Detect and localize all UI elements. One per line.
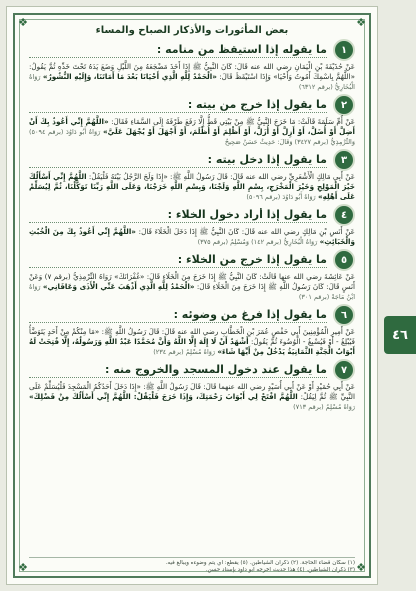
footnote-line: (١) سكان قضاء الحاجة. (٢) ذكران الشياطين. (٥) يقطع: أي يتم وضوءه ويبالغ فيه. (165, 560, 355, 566)
page-content (29, 25, 355, 556)
dua-text: اللَّهُمَّ افْتَحْ لِي أَبْوَابَ رَحْمَتِكَ، وَإِذَا خَرَجَ فَلْيَقُلْ: اللَّهُمَّ إِنِّي أَسْأَلُكَ مِنْ فَضْلِكَ» (29, 392, 298, 401)
page-title: بعض المأثورات والأذكار الصباح والمساء (95, 25, 289, 36)
hadith-reference: رَوَاهُ أَبُو دَاوُدَ (برقم ٥٠٩٤) وَالتِّرْمِذِيُّ (برقم ٣٤٢٧) وَقَالَ: حَدِيثٌ حَسَنٌ صَحِيحٌ (29, 128, 355, 146)
section-title: ما يقول إذا أراد دخول الخلاء : (29, 208, 327, 223)
hadith-text: عَنْ أَنَسِ بْنِ مَالِكٍ رضي الله عنه قَالَ: كَانَ النَّبِيُّ ﷺ إِذَا دَخَلَ الْخَلَاءَ قَالَ: (138, 227, 355, 236)
section-body (29, 62, 355, 92)
hadith-reference: رَوَاهُ مُسْلِمٌ (برقم ٢٣٤) (153, 348, 216, 356)
corner-ornament-icon: ❖ (356, 561, 366, 574)
section-body (29, 382, 355, 412)
section-6 (29, 305, 355, 357)
section-header (29, 150, 355, 170)
hadith-text: عَنْ أَبِي مَالِكٍ الْأَشْعَرِيِّ رضي الله عنه قَالَ: قَالَ رَسُولُ اللَّهِ ﷺ: «إِذَا وَلَجَ الرَّجُلُ بَيْتَهُ فَلْيَقُلْ: (88, 172, 355, 181)
section-title: ما يقول إذا دخل بيته : (29, 153, 327, 168)
section-7 (29, 360, 355, 412)
section-number-badge: ٢ (333, 94, 355, 116)
hadith-reference: رَوَاهُ الْبُخَارِيُّ (برقم ١٤٢) وَمُسْلِمٌ (برقم ٣٧٥) (197, 238, 318, 246)
section-header (29, 360, 355, 380)
corner-ornament-icon: ❖ (18, 561, 28, 574)
section-4 (29, 205, 355, 247)
corner-ornament-icon: ❖ (356, 16, 366, 29)
section-body (29, 272, 355, 302)
section-number-badge: ٣ (333, 149, 355, 171)
hadith-text: عَنْ أَبِي حُمَيْدٍ أَوْ عَنْ أَبِي أُسَيْدٍ رضي الله عنهما قَالَ: قَالَ رَسُولُ اللَّهِ ﷺ: «إِذَا دَخَلَ أَحَدُكُمُ الْمَسْجِدَ فَلْيُسَلِّمْ عَلَى النَّبِيِّ ﷺ ثُمَّ لِيَقُلْ: (29, 382, 355, 401)
section-title: ما يقول عند دخول المسجد والخروج منه : (29, 363, 327, 378)
hadith-text: عَنْ حُذَيْفَةَ بْنِ الْيَمَانِ رضي الله عنه قَالَ: كَانَ النَّبِيُّ ﷺ إِذَا أَخَذَ مَضْجَعَهُ مِنَ اللَّيْلِ وَضَعَ يَدَهُ تَحْتَ خَدِّهِ ثُمَّ يَقُولُ: «اللَّهُمَّ بِاسْمِكَ أَمُوتُ وَأَحْيَا» وَإِذَا اسْتَيْقَظَ قَالَ: (29, 62, 355, 81)
section-number-badge: ٤ (333, 204, 355, 226)
section-title: ما يقول إذا خرج من الخلاء : (29, 253, 327, 268)
section-header (29, 40, 355, 60)
section-body (29, 327, 355, 357)
dua-text: «الْحَمْدُ لِلَّهِ الَّذِي أَحْيَانَا بَعْدَ مَا أَمَاتَنَا، وَإِلَيْهِ النُّشُورُ» (42, 72, 217, 81)
section-3 (29, 150, 355, 202)
section-2 (29, 95, 355, 147)
hadith-text: عَنْ أَمِيرِ الْمُؤْمِنِينَ أَبِي حَفْصٍ عُمَرَ بْنِ الْخَطَّابِ رضي الله عنه قَالَ: قَالَ رَسُولُ اللَّهِ ﷺ: «مَا مِنْكُمْ مِنْ أَحَدٍ يَتَوَضَّأُ فَيُبْلِغُ - أَوْ فَيُسْبِغُ - الْوُضُوءَ ثُمَّ يَقُولُ: (29, 327, 355, 346)
dua-text: «الْحَمْدُ لِلَّهِ الَّذِي أَذْهَبَ عَنِّي الْأَذَى وَعَافَانِي» (42, 282, 195, 291)
section-title: ما يقول إذا فرغ من وضوئه : (29, 308, 327, 323)
section-body (29, 117, 355, 147)
dua-text: «اللَّهُمَّ إِنِّي أَعُوذُ بِكَ أَنْ أَضِلَّ أَوْ أُضَلَّ، أَوْ أَزِلَّ أَوْ أُزَلَّ، أَوْ أَظْلِمَ أَوْ أُظْلَمَ، أَوْ أَجْهَلَ أَوْ يُجْهَلَ عَلَيَّ» (29, 117, 355, 136)
section-body (29, 227, 355, 247)
page-number-tab: ٤٦ (384, 316, 416, 354)
hadith-text: عَنْ أُمِّ سَلَمَةَ قَالَتْ: مَا خَرَجَ النَّبِيُّ ﷺ مِنْ بَيْتِي قَطُّ إِلَّا رَفَعَ طَرْفَهُ إِلَى السَّمَاءِ فَقَالَ: (111, 117, 355, 126)
dua-text: «اللَّهُمَّ إِنِّي أَعُوذُ بِكَ مِنَ الْخُبُثِ وَالْخَبَائِثِ» (29, 227, 355, 246)
hadith-reference: رَوَاهُ مُسْلِمٌ (برقم ٧١٣) (293, 403, 355, 411)
section-number-badge: ٦ (333, 304, 355, 326)
corner-ornament-icon: ❖ (18, 16, 28, 29)
hadith-reference: رَوَاهُ الْبُخَارِيُّ (برقم ٦٣١٢) (29, 73, 355, 91)
section-header (29, 205, 355, 225)
section-body (29, 172, 355, 202)
section-number-badge: ٧ (333, 359, 355, 381)
dua-text: اللَّهُمَّ إِنِّي أَسْأَلُكَ خَيْرَ الْمَوْلِجِ وَخَيْرَ الْمَخْرَجِ، بِسْمِ اللَّهِ وَلَجْنَا، وَبِسْمِ اللَّهِ خَرَجْنَا، وَعَلَى اللَّهِ رَبِّنَا تَوَكَّلْنَا، ثُمَّ لِيُسَلِّمْ عَلَى أَهْلِهِ» (29, 172, 355, 201)
footnotes (29, 557, 355, 574)
section-number-badge: ٥ (333, 249, 355, 271)
hadith-text: عَنْ عَائِشَةَ رضي الله عنها قَالَتْ: كَانَ النَّبِيُّ ﷺ إِذَا خَرَجَ مِنَ الْخَلَاءِ قَالَ: «غُفْرَانَكَ» رَوَاهُ التِّرْمِذِيُّ (برقم ٧) وَعَنْ أَنَسٍ قَالَ: كَانَ رَسُولُ اللَّهِ ﷺ إِذَا خَرَجَ مِنَ الْخَلَاءِ قَالَ: (29, 272, 355, 291)
section-title: ما يقول إذا خرج من بيته : (29, 98, 327, 113)
section-header (29, 305, 355, 325)
section-header (29, 250, 355, 270)
section-number-badge: ١ (333, 39, 355, 61)
footnote-line: (٣) ذكران الشياطين. (٤) هذا حديث أخرجه أبو داود بإسناد حسن. (205, 567, 355, 573)
hadith-reference: رَوَاهُ ابْنُ مَاجَهْ (برقم ٣٠١) (29, 283, 355, 301)
section-header (29, 95, 355, 115)
dua-text: أَشْهَدُ أَنْ لَا إِلَهَ إِلَّا اللَّهُ وَأَنَّ مُحَمَّدًا عَبْدُ اللَّهِ وَرَسُولُهُ، إِلَّا فُتِحَتْ لَهُ أَبْوَابُ الْجَنَّةِ الثَّمَانِيَةُ يَدْخُلُ مِنْ أَيِّهَا شَاءَ» (29, 337, 355, 356)
hadith-reference: رَوَاهُ أَبُو دَاوُدَ (برقم ٥٠٩٦) (246, 193, 316, 201)
section-title: ما يقوله إذا استيقظ من منامه : (29, 43, 327, 58)
book-page (6, 6, 378, 585)
section-1 (29, 40, 355, 92)
section-5 (29, 250, 355, 302)
